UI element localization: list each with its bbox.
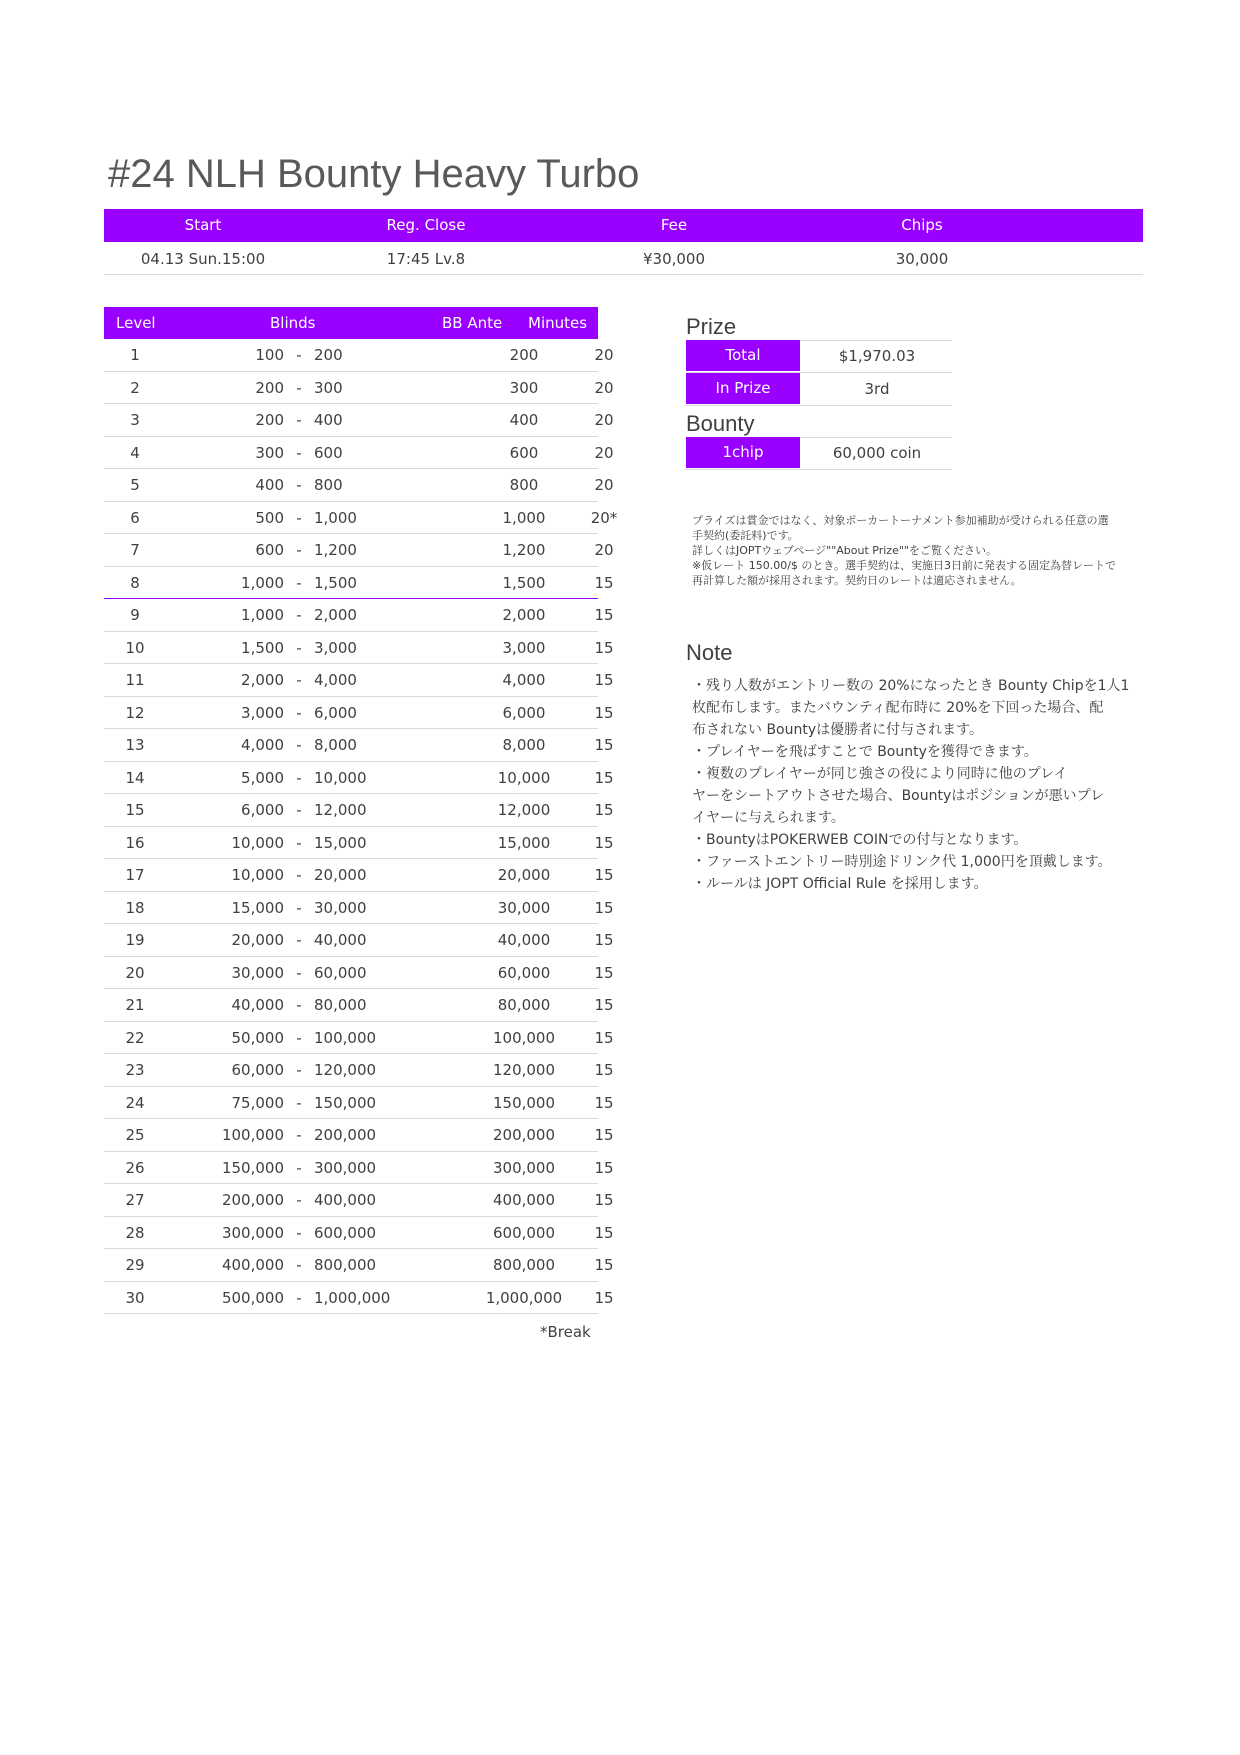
big-blind-cell: 800 (314, 476, 343, 494)
table-row (104, 664, 614, 697)
level-cell: 3 (130, 411, 140, 429)
blind-separator: - (296, 768, 302, 787)
bb-ante-cell: 4,000 (502, 671, 546, 689)
big-blind-cell: 1,200 (314, 541, 357, 559)
big-blind-cell: 800,000 (314, 1256, 377, 1274)
minutes-cell: 15 (594, 736, 614, 754)
blind-separator: - (296, 411, 302, 429)
table-row (104, 372, 614, 405)
table-row (104, 437, 614, 470)
value-start: 04.13 Sun.15:00 (140, 250, 266, 268)
note-body (692, 675, 1142, 895)
bb-ante-cell: 200 (509, 346, 539, 364)
table-row (104, 632, 614, 665)
note-line: 枚配布します。またバウンティ配布時に 20%を下回った場合、配 (692, 700, 1104, 716)
minutes-cell: 20 (594, 443, 614, 462)
big-blind-cell: 150,000 (314, 1093, 377, 1112)
small-blind-cell: 500 (255, 508, 284, 527)
big-blind-cell: 12,000 (314, 801, 367, 819)
bb-ante-cell: 6,000 (502, 703, 546, 722)
bb-ante-cell: 120,000 (492, 1061, 556, 1079)
blind-separator: - (296, 963, 302, 982)
big-blind-cell: 120,000 (314, 1061, 377, 1079)
small-blind-cell: 300,000 (221, 1223, 284, 1242)
bb-ante-cell: 600 (509, 443, 539, 462)
minutes-cell: 20 (594, 476, 614, 494)
blind-separator: - (296, 1223, 302, 1242)
blind-separator: - (296, 638, 302, 657)
table-row (104, 989, 614, 1022)
small-blind-cell: 200 (255, 411, 284, 429)
prize-title: Prize (686, 314, 737, 339)
minutes-cell: 15 (594, 573, 614, 592)
bb-ante-cell: 400,000 (492, 1191, 556, 1209)
bb-ante-cell: 300,000 (492, 1158, 556, 1177)
big-blind-cell: 40,000 (314, 931, 367, 949)
big-blind-cell: 2,000 (314, 606, 357, 624)
blind-separator: - (296, 541, 302, 559)
header-blinds: Blinds (270, 314, 316, 332)
level-cell: 9 (130, 606, 140, 624)
info-table-header (104, 209, 1143, 242)
blind-separator: - (296, 1028, 302, 1047)
prize-note-line: 詳しくはJOPTウェブページ""About Prize""をご覧ください。 (692, 544, 997, 557)
blind-separator: - (296, 443, 302, 462)
minutes-cell: 15 (594, 963, 614, 982)
minutes-cell: 15 (594, 1126, 614, 1144)
minutes-cell: 15 (594, 833, 614, 852)
blind-separator: - (296, 1256, 302, 1274)
blind-separator: - (296, 346, 302, 364)
big-blind-cell: 300,000 (314, 1158, 377, 1177)
table-row (104, 534, 614, 567)
bb-ante-cell: 400 (509, 411, 539, 429)
small-blind-cell: 40,000 (231, 996, 284, 1014)
blind-separator: - (296, 573, 302, 592)
header-level: Level (116, 314, 156, 332)
minutes-cell: 15 (594, 1191, 614, 1209)
bb-ante-cell: 8,000 (502, 736, 546, 754)
bb-ante-cell: 300 (509, 378, 539, 397)
table-row (104, 1249, 614, 1282)
bounty-value: 60,000 coin (832, 444, 922, 462)
table-row (104, 469, 614, 502)
level-cell: 20 (125, 963, 145, 982)
minutes-cell: 15 (594, 606, 614, 624)
bb-ante-cell: 1,200 (502, 541, 546, 559)
small-blind-cell: 100 (255, 346, 284, 364)
note-line: ・ルールは JOPT Official Rule を採用します。 (692, 876, 988, 892)
level-cell: 22 (125, 1028, 145, 1047)
minutes-cell: 15 (594, 768, 614, 787)
header-reg-close: Reg. Close (386, 216, 466, 234)
small-blind-cell: 20,000 (231, 931, 284, 949)
minutes-cell: 20 (594, 346, 614, 364)
small-blind-cell: 3,000 (241, 703, 284, 722)
level-cell: 8 (130, 573, 140, 592)
blind-separator: - (296, 866, 302, 884)
level-cell: 7 (130, 541, 140, 559)
bb-ante-cell: 1,000 (502, 508, 546, 527)
minutes-cell: 15 (594, 1256, 614, 1274)
level-cell: 14 (125, 768, 145, 787)
big-blind-cell: 600 (314, 443, 343, 462)
minutes-cell: 15 (594, 1223, 614, 1242)
bb-ante-cell: 30,000 (497, 898, 551, 917)
small-blind-cell: 6,000 (241, 801, 284, 819)
bb-ante-cell: 10,000 (497, 768, 551, 787)
prize-total-label: Total (686, 340, 800, 371)
minutes-cell: 15 (594, 1028, 614, 1047)
level-cell: 5 (130, 476, 140, 494)
big-blind-cell: 8,000 (314, 736, 357, 754)
value-reg-close: 17:45 Lv.8 (386, 250, 466, 268)
blind-separator: - (296, 833, 302, 852)
bb-ante-cell: 80,000 (497, 996, 551, 1014)
small-blind-cell: 400 (255, 476, 284, 494)
prize-inprize-label: In Prize (686, 373, 800, 404)
minutes-cell: 15 (594, 1288, 614, 1307)
small-blind-cell: 1,500 (241, 638, 284, 657)
note-title: Note (686, 640, 733, 665)
blind-separator: - (296, 606, 302, 624)
bb-ante-cell: 800,000 (492, 1256, 556, 1274)
small-blind-cell: 150,000 (221, 1158, 284, 1177)
table-row (104, 1054, 614, 1087)
big-blind-cell: 6,000 (314, 703, 357, 722)
big-blind-cell: 15,000 (314, 833, 367, 852)
small-blind-cell: 400,000 (221, 1256, 284, 1274)
info-table-row (104, 244, 1143, 275)
page-title: #24 NLH Bounty Heavy Turbo (108, 152, 640, 196)
big-blind-cell: 1,500 (314, 573, 357, 592)
small-blind-cell: 4,000 (241, 736, 284, 754)
bb-ante-cell: 600,000 (492, 1223, 556, 1242)
header-minutes: Minutes (528, 314, 588, 332)
blind-separator: - (296, 378, 302, 397)
value-fee: ¥30,000 (642, 250, 706, 268)
big-blind-cell: 3,000 (314, 638, 357, 657)
table-row (104, 1022, 614, 1055)
level-cell: 4 (130, 443, 140, 462)
minutes-cell: 15 (594, 1061, 614, 1079)
level-cell: 29 (125, 1256, 145, 1274)
blind-separator: - (296, 1126, 302, 1144)
bb-ante-cell: 1,500 (502, 573, 546, 592)
table-row (104, 1184, 614, 1217)
level-cell: 11 (125, 671, 145, 689)
prize-total-value: $1,970.03 (838, 347, 916, 365)
small-blind-cell: 300 (255, 443, 284, 462)
blind-separator: - (296, 996, 302, 1014)
blind-separator: - (296, 931, 302, 949)
small-blind-cell: 60,000 (231, 1061, 284, 1079)
bb-ante-cell: 15,000 (497, 833, 551, 852)
minutes-cell: 15 (594, 898, 614, 917)
blind-separator: - (296, 801, 302, 819)
table-row (104, 339, 614, 372)
note-line: 布されない Bountyは優勝者に付与されます。 (692, 722, 984, 738)
blind-separator: - (296, 1061, 302, 1079)
prize-note-line: 再計算した額が採用されます。契約日のレートは適応されません。 (692, 574, 1022, 587)
big-blind-cell: 200 (314, 346, 343, 364)
table-row (104, 404, 614, 437)
big-blind-cell: 400,000 (314, 1191, 377, 1209)
minutes-cell: 15 (594, 703, 614, 722)
big-blind-cell: 1,000,000 (314, 1288, 391, 1307)
blind-separator: - (296, 476, 302, 494)
bounty-row (686, 437, 952, 470)
note-line: ・残り人数がエントリー数の 20%になったとき Bounty Chipを1人1 (692, 678, 1130, 694)
blind-separator: - (296, 703, 302, 722)
level-cell: 10 (125, 638, 145, 657)
table-row (104, 892, 614, 925)
note-line: イヤーに与えられます。 (692, 810, 845, 826)
small-blind-cell: 30,000 (231, 963, 284, 982)
level-cell: 15 (125, 801, 145, 819)
minutes-cell: 15 (594, 1093, 614, 1112)
big-blind-cell: 400 (314, 411, 343, 429)
bb-ante-cell: 3,000 (502, 638, 546, 657)
blind-separator: - (296, 898, 302, 917)
bounty-title: Bounty (686, 411, 755, 436)
small-blind-cell: 15,000 (231, 898, 284, 917)
blind-separator: - (296, 1288, 302, 1307)
level-cell: 26 (125, 1158, 145, 1177)
prize-inprize-row (686, 373, 952, 406)
table-row (104, 599, 614, 632)
bb-ante-cell: 1,000,000 (485, 1288, 563, 1307)
minutes-cell: 15 (594, 931, 614, 949)
table-row (104, 957, 614, 990)
table-row (104, 1152, 614, 1185)
bb-ante-cell: 40,000 (497, 931, 551, 949)
note-line: ヤーをシートアウトさせた場合、Bountyはポジションが悪いプレ (692, 788, 1105, 804)
level-cell: 6 (130, 508, 140, 527)
small-blind-cell: 50,000 (231, 1028, 284, 1047)
header-chips: Chips (901, 216, 943, 234)
table-row (104, 859, 614, 892)
level-cell: 24 (125, 1093, 145, 1112)
big-blind-cell: 10,000 (314, 768, 367, 787)
big-blind-cell: 200,000 (314, 1126, 377, 1144)
big-blind-cell: 600,000 (314, 1223, 377, 1242)
level-cell: 19 (125, 931, 145, 949)
minutes-cell: 20 (594, 411, 614, 429)
bb-ante-cell: 60,000 (497, 963, 551, 982)
level-cell: 2 (130, 378, 140, 397)
note-line: ・BountyはPOKERWEB COINでの付与となります。 (692, 832, 1028, 848)
level-cell: 25 (125, 1126, 145, 1144)
bb-ante-cell: 150,000 (492, 1093, 556, 1112)
level-cell: 28 (125, 1223, 145, 1242)
level-cell: 18 (125, 898, 145, 917)
table-row (104, 1087, 614, 1120)
big-blind-cell: 300 (314, 378, 343, 397)
table-row (104, 697, 614, 730)
table-row (104, 729, 614, 762)
blind-separator: - (296, 1158, 302, 1177)
big-blind-cell: 1,000 (314, 508, 357, 527)
bb-ante-cell: 200,000 (492, 1126, 556, 1144)
small-blind-cell: 200,000 (221, 1191, 284, 1209)
big-blind-cell: 30,000 (314, 898, 367, 917)
blind-separator: - (296, 508, 302, 527)
level-cell: 16 (125, 833, 145, 852)
minutes-cell: 20 (594, 541, 614, 559)
prize-note-line: ※仮レート 150.00/$ のとき。選手契約は、実施日3日前に発表する固定為替レートで (692, 559, 1116, 572)
big-blind-cell: 80,000 (314, 996, 367, 1014)
small-blind-cell: 2,000 (241, 671, 284, 689)
level-cell: 30 (125, 1288, 145, 1307)
minutes-cell: 15 (594, 996, 614, 1014)
table-row (104, 762, 614, 795)
small-blind-cell: 1,000 (241, 573, 284, 592)
note-line: ・複数のプレイヤーが同じ強さの役により同時に他のプレイ (692, 766, 1068, 782)
bb-ante-cell: 800 (509, 476, 539, 494)
table-row (104, 1282, 614, 1315)
blind-separator: - (296, 671, 302, 689)
prize-note-line: プライズは賞金ではなく、対象ポーカートーナメント参加補助が受けられる任意の選 (692, 514, 1109, 527)
note-line: ・プレイヤーを飛ばすことで Bountyを獲得できます。 (692, 744, 1038, 760)
blind-separator: - (296, 1191, 302, 1209)
small-blind-cell: 600 (255, 541, 284, 559)
table-row (104, 794, 614, 827)
minutes-cell: 20 (594, 378, 614, 397)
prize-notes (692, 513, 1152, 588)
small-blind-cell: 5,000 (241, 768, 284, 787)
level-cell: 12 (125, 703, 145, 722)
header-bb-ante: BB Ante (442, 314, 503, 332)
blind-table-header (104, 307, 598, 339)
prize-total-row (686, 340, 952, 373)
table-row (104, 1217, 614, 1250)
small-blind-cell: 1,000 (241, 606, 284, 624)
big-blind-cell: 60,000 (314, 963, 367, 982)
bb-ante-cell: 100,000 (492, 1028, 556, 1047)
minutes-cell: 15 (594, 671, 614, 689)
table-row (104, 827, 614, 860)
level-cell: 13 (125, 736, 145, 754)
value-chips: 30,000 (895, 250, 949, 268)
level-cell: 27 (125, 1191, 145, 1209)
minutes-cell: 15 (594, 866, 614, 884)
small-blind-cell: 200 (255, 378, 284, 397)
prize-inprize-value: 3rd (864, 380, 890, 398)
big-blind-cell: 20,000 (314, 866, 367, 884)
small-blind-cell: 100,000 (221, 1126, 284, 1144)
bb-ante-cell: 12,000 (497, 801, 551, 819)
header-fee: Fee (660, 216, 688, 234)
small-blind-cell: 500,000 (221, 1288, 284, 1307)
table-row (104, 502, 618, 535)
bb-ante-cell: 20,000 (497, 866, 551, 884)
level-cell: 23 (125, 1061, 145, 1079)
minutes-cell: 15 (594, 638, 614, 657)
blind-table-body (104, 339, 618, 1314)
bounty-label: 1chip (686, 437, 800, 468)
prize-note-line: 手契約(委託料)です。 (692, 529, 799, 542)
table-row (104, 1119, 614, 1152)
bb-ante-cell: 2,000 (502, 606, 546, 624)
level-cell: 21 (125, 996, 145, 1014)
big-blind-cell: 100,000 (314, 1028, 377, 1047)
break-note: *Break (540, 1323, 591, 1341)
minutes-cell: 20* (590, 508, 618, 527)
level-cell: 17 (125, 866, 145, 884)
level-cell: 1 (130, 346, 140, 364)
minutes-cell: 15 (594, 1158, 614, 1177)
table-row (104, 924, 614, 957)
small-blind-cell: 10,000 (231, 866, 284, 884)
minutes-cell: 15 (594, 801, 614, 819)
small-blind-cell: 75,000 (231, 1093, 284, 1112)
big-blind-cell: 4,000 (314, 671, 357, 689)
header-start: Start (184, 216, 222, 234)
blind-separator: - (296, 736, 302, 754)
note-line: ・ファーストエントリー時別途ドリンク代 1,000円を頂戴します。 (692, 854, 1112, 870)
blind-separator: - (296, 1093, 302, 1112)
table-row (104, 567, 614, 600)
small-blind-cell: 10,000 (231, 833, 284, 852)
